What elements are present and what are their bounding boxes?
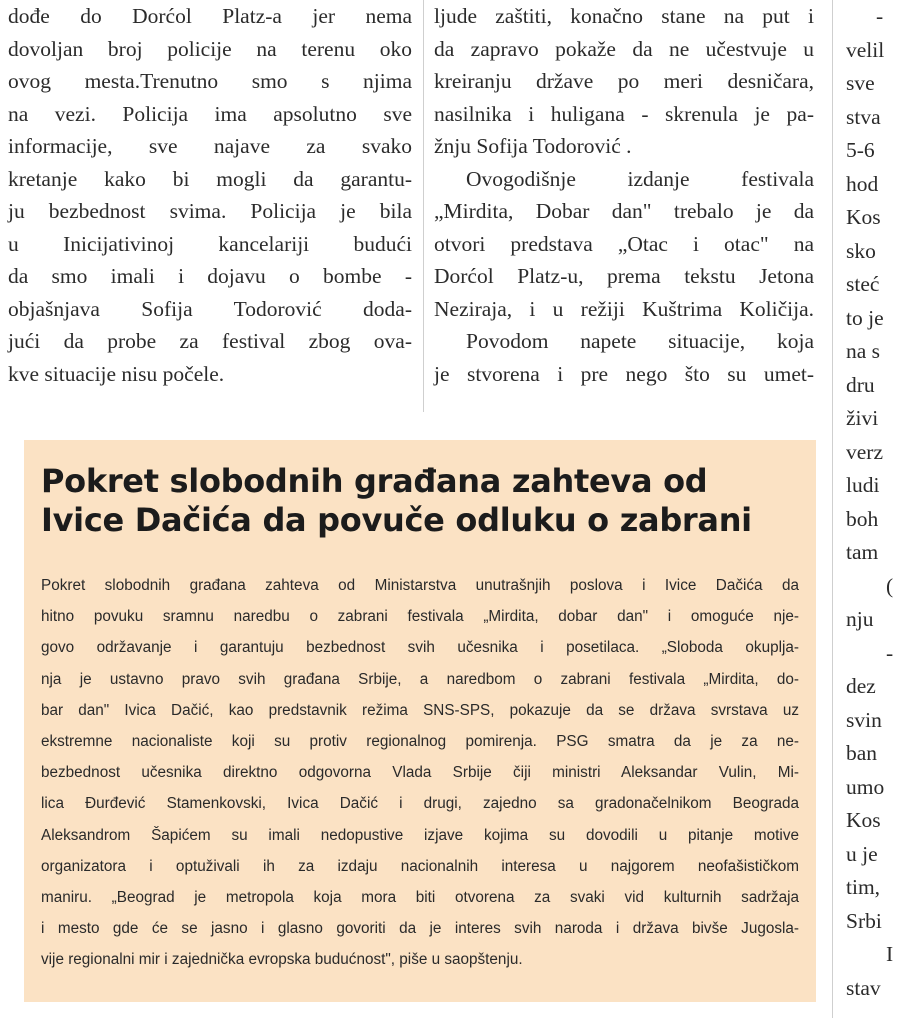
text-line: sve — [846, 71, 875, 95]
body-line: ekstremne nacionaliste koji su protiv regionalnog pomirenja. PSG smatra da je za ne- — [41, 732, 799, 750]
text-line: Srbi — [846, 908, 882, 933]
text-line: Dorćol Platz-u, prema tekstu Jetona — [434, 264, 814, 288]
article-column-middle — [434, 0, 814, 390]
body-line: Pokret slobodnih građana zahteva od Ministarstva unutrašnjih poslova i Ivice Dačića da — [41, 577, 799, 594]
text-line: da zapravo pokaže da ne učestvuje u — [434, 36, 814, 61]
text-line: ban — [846, 741, 878, 765]
text-line: - — [886, 640, 894, 665]
text-line: dođe do Dorćol Platz-a jer nema — [8, 4, 412, 28]
text-line: nasilnika i huligana - skrenula je pa- — [434, 101, 814, 126]
body-line: organizatora i optuživali ih za izdaju nacionalnih interesa u najgorem neofašističkom — [41, 857, 799, 875]
text-line: Kos — [846, 205, 881, 229]
text-line: dru — [846, 372, 875, 397]
boxed-article — [24, 440, 816, 1002]
text-line: Neziraja, i u režiji Kuštrima Količija. — [434, 296, 814, 321]
text-line: I — [886, 942, 894, 966]
body-line: vije regionalni mir i zajednička evropska budućnost", piše u saopštenju. — [41, 951, 523, 969]
text-line: ovog mesta.Trenutno smo s njima — [8, 69, 412, 93]
body-line: lica Đurđević Stamenkovski, Ivica Dačić i drugi, zajedno sa gradonačelnikom Beograda — [41, 795, 799, 813]
text-line: Kos — [846, 808, 881, 832]
text-line: stav — [846, 975, 881, 1000]
text-line: živi — [846, 406, 879, 430]
body-line: bezbednost učesnika direktno odgovorna Vlada Srbije čiji ministri Aleksandar Vulin, Mi- — [41, 764, 799, 782]
text-line: da smo imali i dojavu o bombe - — [8, 264, 412, 288]
text-line: steć — [846, 272, 880, 296]
text-line: u je — [846, 841, 878, 866]
column-divider-left — [423, 0, 424, 412]
text-line: jući da probe za festival zbog ova- — [8, 329, 412, 353]
column-divider-right — [832, 0, 833, 1018]
headline-line: Pokret slobodnih građana zahteva od — [41, 462, 708, 500]
body-line: nja je ustavno pravo svih građana Srbije, a naredbom o zabrani festivala „Mirdita, do- — [41, 670, 799, 688]
text-line: na vezi. Policija ima apsolutno sve — [8, 101, 412, 126]
text-line: je stvorena i pre nego što su umet- — [434, 361, 814, 386]
body-line: maniru. „Beograd je metropola koja mora biti otvorena za svaki vid kulturnih sadržaja — [41, 888, 799, 906]
body-line: bar dan" Ivica Dačić, kao predstavnik režima SNS-SPS, pokazuje da se država svrstava uz — [41, 701, 799, 719]
text-line: dez — [846, 674, 876, 698]
text-line: dovoljan broj policije na terenu oko — [8, 36, 412, 61]
boxed-article-body — [41, 570, 799, 975]
text-line: na s — [846, 339, 881, 363]
text-line: tam — [846, 540, 879, 564]
text-line: objašnjava Sofija Todorović doda- — [8, 296, 412, 321]
text-line: - — [876, 4, 884, 28]
text-line: stva — [846, 104, 881, 129]
text-line: Povodom napete situacije, koja — [466, 329, 814, 353]
text-line: verz — [846, 439, 883, 464]
article-column-left — [8, 0, 412, 390]
text-line: „Mirdita, Dobar dan" trebalo je da — [434, 199, 814, 223]
text-line: otvori predstava „Otac i otac" na — [434, 231, 814, 256]
text-line: ju bezbednost svima. Policija je bila — [8, 199, 412, 223]
text-line: kretanje kako bi mogli da garantu- — [8, 166, 412, 191]
text-line: žnju Sofija Todorović . — [434, 134, 632, 158]
text-line: kreiranju države po meri desničara, — [434, 69, 814, 93]
article-column-right-cropped — [846, 0, 900, 1005]
text-line: svin — [846, 707, 882, 732]
body-line: i mesto gde će se jasno i glasno govoriti da je interes svih naroda i država bivše Jugosla- — [41, 920, 799, 938]
text-line: umo — [846, 774, 885, 799]
text-line: informacije, sve najave za svako — [8, 134, 412, 158]
text-line: ( — [886, 573, 894, 598]
text-line: sko — [846, 238, 876, 263]
text-line: velil — [846, 37, 885, 62]
body-line: hitno povuku sramnu naredbu o zabrani festivala „Mirdita, dobar dan" i omoguće nje- — [41, 608, 799, 626]
text-line: hod — [846, 171, 879, 196]
text-line: kve situacije nisu počele. — [8, 361, 225, 386]
text-line: ludi — [846, 473, 880, 497]
body-line: govo održavanje i garantuju bezbednost svih učesnika i posetilaca. „Sloboda okuplja- — [41, 639, 799, 657]
text-line: 5-6 — [846, 138, 875, 162]
text-line: nju — [846, 607, 874, 631]
text-line: ljude zaštiti, konačno stane na put i — [434, 4, 814, 28]
text-line: u Inicijativinoj kancelariji budući — [8, 231, 412, 256]
text-line: Ovogodišnje izdanje festivala — [466, 166, 814, 191]
text-line: boh — [846, 506, 879, 531]
text-line: to je — [846, 305, 884, 330]
headline-line: Ivice Dačića da povuče odluku o zabrani — [41, 501, 752, 539]
boxed-article-headline — [41, 462, 752, 540]
body-line: Aleksandrom Šapićem su imali nedopustive izjave kojima su dovodili u pitanje motive — [41, 826, 799, 844]
text-line: tim, — [846, 875, 881, 899]
